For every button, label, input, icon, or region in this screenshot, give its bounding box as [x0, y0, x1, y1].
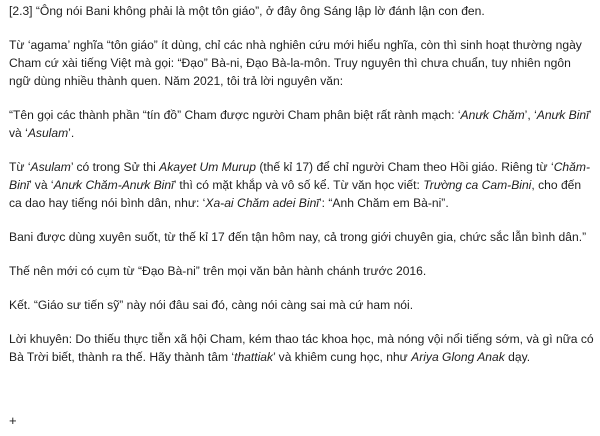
paragraph-dao-bani [9, 262, 595, 280]
text-run: dạy. [504, 350, 531, 364]
paragraph-conclusion [9, 296, 595, 314]
article-body [9, 2, 595, 382]
text-run: ’ và ‘ [29, 178, 54, 192]
text-run: Kết. “Giáo sư tiến sỹ” này nói đâu sai đó, càng nói càng sai mà cứ ham nói. [9, 298, 414, 312]
italic-term: Anưk Chăm [460, 108, 525, 122]
text-run: ’, ‘ [524, 108, 537, 122]
italic-term: Akayet Um Murup [159, 160, 256, 174]
text-run: Từ ‘agama’ nghĩa “tôn giáo” ít dùng, chỉ các nhà nghiên cứu mới hiểu nghĩa, còn thì sinh hoạt thường ngày Cham cứ xài tiếng Việt mà gọi: “Đạo” Bà-ni, Đạo Bà-la-môn. Truy nguyên thì chưa chuẩn, tuy nhiên ngôn ngữ dùng nhiều thành quen. Năm 2021, tôi trả lời nguyên văn: [9, 38, 582, 88]
text-run: ’ thì có mặt khắp và vô số kể. Từ văn học viết: [173, 178, 424, 192]
paragraph-bani-usage [9, 228, 595, 246]
italic-term: Xa-ai Chăm adei Binī [205, 196, 319, 210]
text-run: ’ và ‘ [9, 108, 592, 140]
text-run: ’ và khiêm cung học, như [273, 350, 412, 364]
text-run: Bani được dùng xuyên suốt, từ thế kỉ 17 đến tận hôm nay, cả trong giới chuyên gia, chức sắc lẫn bình dân.” [9, 230, 587, 244]
text-run: , cho đến ca dao hay tiếng nói bình dân, như: ‘ [9, 178, 582, 210]
text-run: ’: “Anh Chăm em Bà-ni”. [318, 196, 449, 210]
italic-term: Ariya Glong Anak [411, 350, 505, 364]
italic-term: Chăm-Binī [9, 160, 590, 192]
italic-term: Anưk Binī [536, 108, 589, 122]
paragraph-intro [9, 2, 595, 20]
text-run: Thế nên mới có cụm từ “Đạo Bà-ni” trên mọi văn bản hành chánh trước 2016. [9, 264, 427, 278]
italic-term: Asulam [27, 126, 69, 140]
italic-term: thattiak [234, 350, 274, 364]
italic-term: Asulam [30, 160, 71, 174]
text-run: Từ ‘ [9, 160, 31, 174]
italic-term: Anưk Chăm-Anưk Binī [53, 178, 174, 192]
text-run: (thế kỉ 17) để chỉ người Cham theo Hồi giáo. Riêng từ ‘ [255, 160, 554, 174]
text-run: Lời khuyên: Do thiếu thực tiễn xã hội Cham, kém thao tác khoa học, mà nóng vội nổi tiếng sớm, và gì nữa có Bà Trời biết, thành ra thế. Hãy thành tâm ‘ [9, 332, 594, 364]
paragraph-advice [9, 330, 595, 366]
expand-plus-button[interactable]: + [9, 413, 17, 428]
paragraph-agama [9, 36, 595, 90]
text-run: ’ có trong Sử thi [70, 160, 160, 174]
italic-term: Trường ca Cam-Bini [423, 178, 532, 192]
paragraph-quote-names [9, 106, 595, 142]
text-run: ’. [68, 126, 75, 140]
text-run: [2.3] “Ông nói Bani không phải là một tôn giáo”, ở đây ông Sáng lập lờ đánh lận con đen. [9, 4, 485, 18]
text-run: “Tên gọi các thành phần “tín đồ” Cham được người Cham phân biệt rất rành mạch: ‘ [9, 108, 461, 122]
paragraph-asulam [9, 158, 595, 212]
